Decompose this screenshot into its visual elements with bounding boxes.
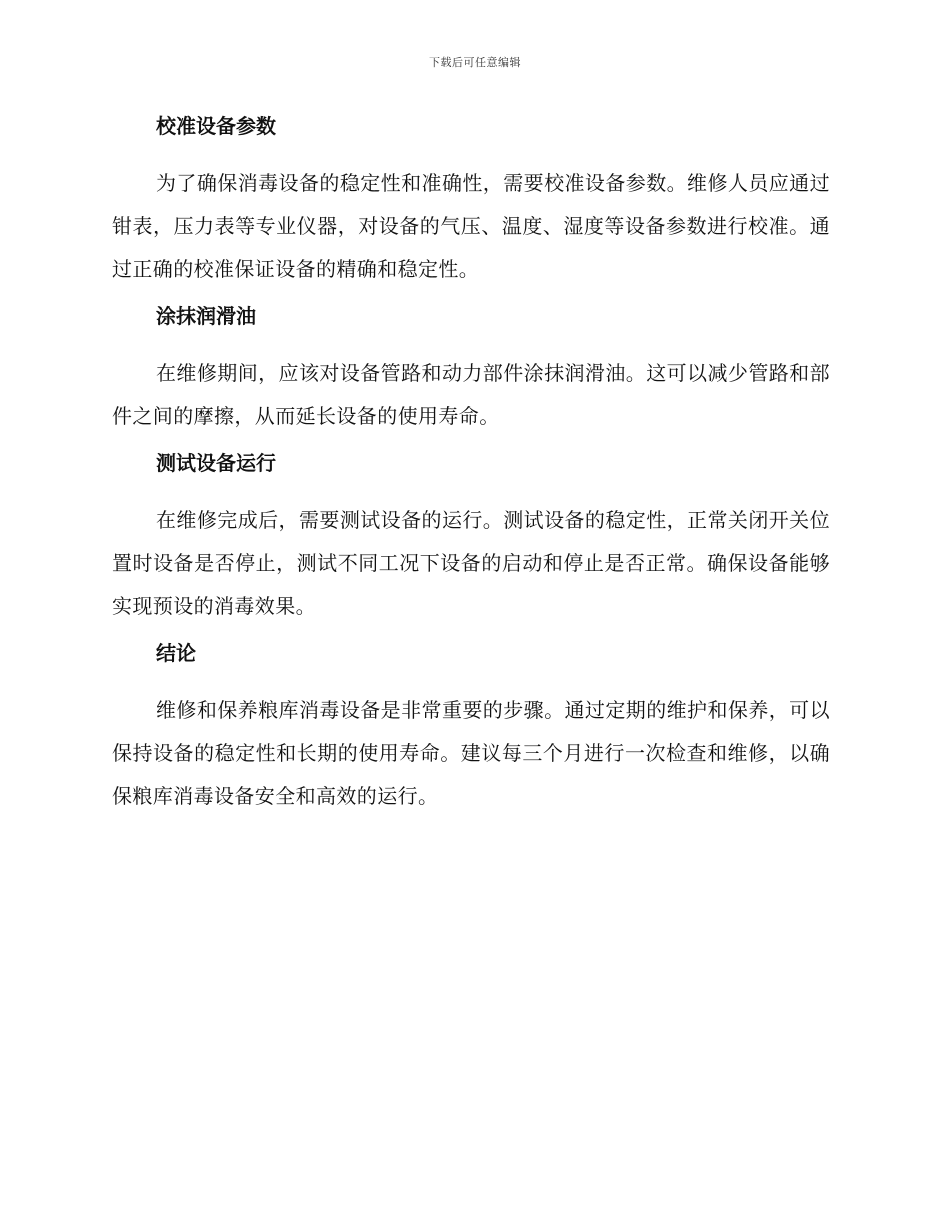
section-apply-lubricant: [112, 300, 830, 438]
section-paragraph: 在维修完成后，需要测试设备的运行。测试设备的稳定性，正常关闭开关位置时设备是否停止，测试不同工况下设备的启动和停止是否正常。确保设备能够实现预设的消毒效果。: [112, 508, 830, 618]
section-heading: 结论: [156, 641, 196, 665]
section-paragraph: 为了确保消毒设备的稳定性和准确性，需要校准设备参数。维修人员应通过钳表，压力表等专业仪器，对设备的气压、温度、湿度等设备参数进行校准。通过正确的校准保证设备的精确和稳定性。: [112, 171, 830, 281]
section-paragraph: 维修和保养粮库消毒设备是非常重要的步骤。通过定期的维护和保养，可以保持设备的稳定性和长期的使用寿命。建议每三个月进行一次检查和维修，以确保粮库消毒设备安全和高效的运行。: [112, 698, 830, 808]
section-heading: 测试设备运行: [156, 451, 276, 475]
section-calibrate-parameters: [112, 110, 830, 291]
section-conclusion: [112, 637, 830, 818]
header-note: 下载后可任意编辑: [429, 56, 521, 69]
section-test-operation: [112, 447, 830, 628]
section-heading: 涂抹润滑油: [156, 304, 256, 328]
section-heading: 校准设备参数: [156, 114, 276, 138]
document-body: [112, 110, 830, 827]
section-paragraph: 在维修期间，应该对设备管路和动力部件涂抹润滑油。这可以减少管路和部件之间的摩擦，从而延长设备的使用寿命。: [112, 361, 830, 428]
